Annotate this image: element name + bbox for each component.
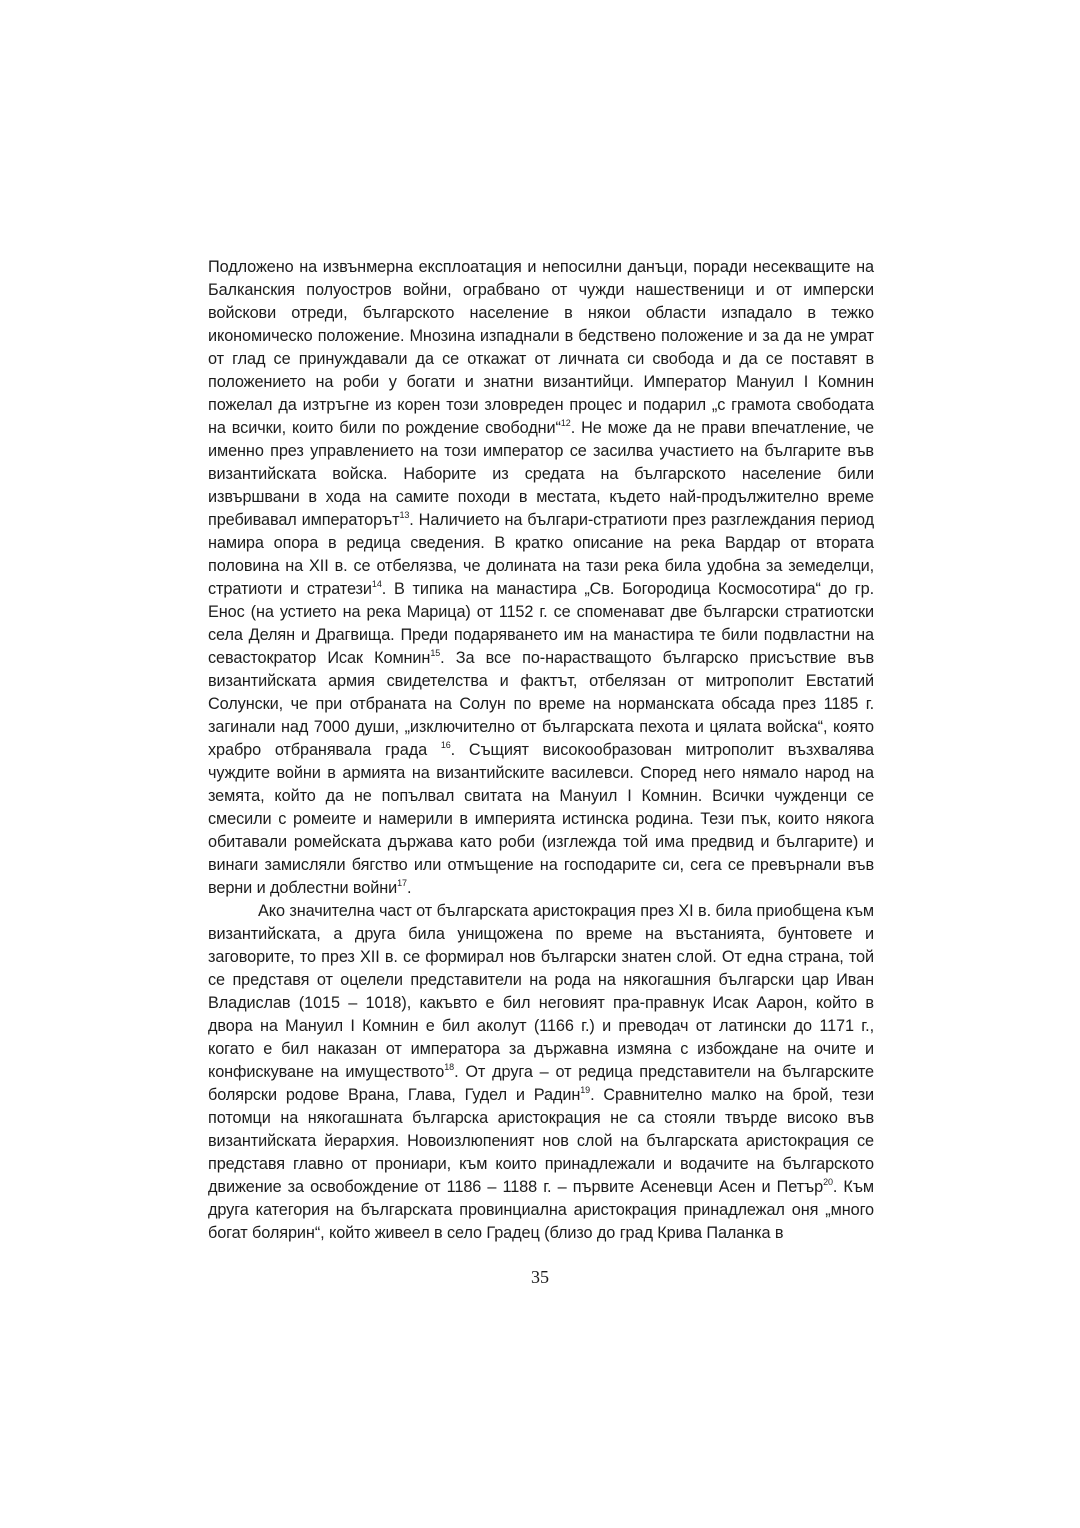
footnote-marker: 19 — [580, 1084, 591, 1095]
text-run: . В типика на манастира „Св. Богородица Космосотира“ до гр. Енос (на устието на река Марица) от 1152 г. се споменават две български стратиотски села Делян и Драгвища. Преди подаряването им на манастира те били подвластни на севастократор Исак Комнин — [208, 580, 874, 667]
footnote-marker: 13 — [399, 509, 410, 520]
footnote-marker: 17 — [397, 877, 407, 888]
text-run: . Не може да не прави впечатление, че именно през управлението на този император се засилва участието на българите във византийската войска. Наборите из средата на българското население били извършвани в хода на самите походи в местата, където най-продължително време пребивавал императорът — [208, 419, 874, 529]
footnote-marker: 15 — [430, 647, 441, 658]
footnote-marker: 14 — [371, 578, 382, 589]
text-run: . Към друга категория на българската провинциална аристокрация принадлежал оня „много богат болярин“, който живеел в село Градец (близо до град Крива Паланка в — [208, 1178, 874, 1242]
text-run: Ако значителна част от българската аристокрация през XI в. била приобщена към византийската, а друга била унищожена по време на въстанията, бунтовете и заговорите, то през XII в. се формирал нов български знатен слой. От една страна, той се представя от оцелели представители на рода на някогашния български цар Иван Владислав (1015 – 1018), какъвто е бил неговият пра-правнук Исак Аарон, който в двора на Мануил I Комнин е бил аколут (1166 г.) и преводач от латински до 1171 г., когато е бил наказан от императора за държавна измяна с избождане на очите и конфискуване на имуществото — [208, 902, 874, 1081]
paragraph — [208, 900, 874, 1245]
paragraph — [208, 256, 874, 900]
text-run: . Сравнително малко на брой, тези потомци на някогашната българска аристокрация не са стояли твърде високо във византийската йерархия. Новоизлюпеният нов слой на българската аристокрация се представя главно от прониари, към които принадлежали и водачите на българското движение за освобождение от 1186 – 1188 г. – първите Асеневци Асен и Петър — [208, 1086, 874, 1196]
text-run: . Същият високообразован митрополит възхвалява чуждите войни в армията на византийските василевси. Според него нямало народ на земята, който да не попълвал свитата на Мануил I Комнин. Всички чужденци се смесили с ромеите и намерили в империята истинска родина. Тези пък, които някога обитавали ромейската държава като роби (изглежда той има предвид и българите) и винаги замисляли бягство или отмъщение на господарите си, сега се превърнали във верни и доблестни войни — [208, 741, 874, 897]
text-run: . От друга – от редица представители на българските болярски родове Врана, Глава, Гудел и Радин — [208, 1063, 874, 1104]
footnote-marker: 16 — [440, 739, 451, 750]
body-text — [208, 256, 874, 1245]
footnote-marker: 18 — [444, 1061, 455, 1072]
page-number: 35 — [531, 1267, 549, 1287]
text-run: . За все по-нарастващото българско присъствие във византийската армия свидетелства и фактът, отбелязан от митрополит Евстатий Солунски, че при отбраната на Солун по време на норманската обсада през 1185 г. загинали над 7000 души, „изключително от българската пехота и цялата войска“, която храбро отбранявала града — [208, 649, 875, 759]
text-run: . Наличието на българи-стратиоти през разглеждания период намира опора в редица сведения. В кратко описание на река Вардар от втората половина на XII в. се отбелязва, че долината на тази река била удобна за земеделци, стратиоти и стратези — [208, 511, 874, 598]
text-run: Подложено на извънмерна експлоатация и непосилни данъци, поради несекващите на Балканския полуостров войни, ограбвано от чужди нашественици и от имперски войскови отреди, българското население в някои области изпадало в тежко икономическо положение. Мнозина изпаднали в бедствено положение и за да не умрат от глад се принуждавали да се откажат от личната си свобода и да се поставят в положението на роби у богати и знатни византийци. Император Мануил I Комнин пожелал да изтръгне из корен този зловреден процес и подарил „с грамота свободата на всички, които били по рождение свободни“ — [208, 258, 874, 437]
text-run: . — [406, 879, 412, 897]
footnote-marker: 20 — [823, 1176, 833, 1187]
footnote-marker: 12 — [560, 417, 571, 428]
